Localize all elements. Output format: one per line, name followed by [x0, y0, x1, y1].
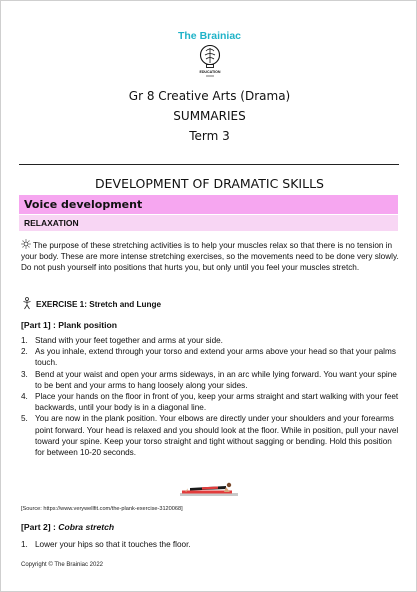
copyright: Copyright © The Brainiac 2022	[21, 562, 104, 568]
section-title: DEVELOPMENT OF DRAMATIC SKILLS	[95, 176, 324, 191]
list-item: 1. Lower your hips so that it touches the floor.	[21, 540, 191, 549]
image-source: [Source: https://www.verywellfit.com/the-plank-exercise-3120068]	[21, 506, 183, 512]
brand-name: The Brainiac	[177, 30, 242, 42]
topic-title: Voice development	[24, 198, 143, 211]
list-item: 4. Place your hands on the floor in front of you, keep your arms straight and start walking with your feet backwards, until your body is in a diagonal line.	[21, 392, 399, 413]
list-item: 1. Stand with your feet together and arms at your side.	[21, 336, 223, 345]
exercise-figure-icon	[21, 297, 33, 310]
doc-type: SUMMARIES	[173, 109, 246, 123]
logo-text: EDUCATION	[199, 70, 221, 74]
part2-label: [Part 2] :	[21, 522, 59, 532]
sun-icon	[21, 239, 31, 249]
subtopic-banner	[19, 215, 398, 231]
plank-photo	[176, 475, 242, 499]
intro-text: The purpose of these stretching activities is to help your muscles relax so that there is no tension in your body. These are more intense stretching exercises, so the movements need to be done very slowly. Do not push yourself into positions that hurts you, but only until you feel your muscles stretch.	[21, 241, 399, 273]
topic-banner	[19, 195, 398, 214]
list-item: 3. Bend at your waist and open your arms sideways, in an arc while lying forward. You want your spine to be bent and your arms to hang loosely along your sides.	[21, 369, 397, 390]
part1-label: [Part 1] :	[21, 320, 59, 330]
term-label: Term 3	[189, 129, 230, 143]
part2-heading	[21, 522, 114, 532]
brainiac-logo-icon	[197, 43, 223, 79]
part2-name: Cobra stretch	[58, 522, 115, 532]
exercise-title: EXERCISE 1: Stretch and Lunge	[36, 300, 162, 309]
part1-heading	[21, 320, 117, 330]
list-item: 2. As you inhale, extend through your torso and extend your arms above your head so that your palms touch.	[21, 347, 396, 368]
part1-name: Plank position	[58, 320, 117, 330]
subtopic-title: RELAXATION	[24, 218, 79, 228]
part2-steps-list	[21, 540, 401, 549]
subject-title: Gr 8 Creative Arts (Drama)	[128, 89, 291, 103]
list-item: 5. You are now in the plank position. Your elbows are directly under your shoulders and your forearms point forward. Your head is relaxed and you should look at the floor. While in position, pull your navel toward your spine. Keep your torso straight and tight without sagging or bending. Hold this position for between 10-20 seconds.	[21, 414, 399, 458]
divider	[19, 164, 399, 165]
part1-steps-list	[21, 335, 401, 458]
intro-paragraph	[21, 239, 399, 274]
exercise-heading	[21, 297, 399, 310]
